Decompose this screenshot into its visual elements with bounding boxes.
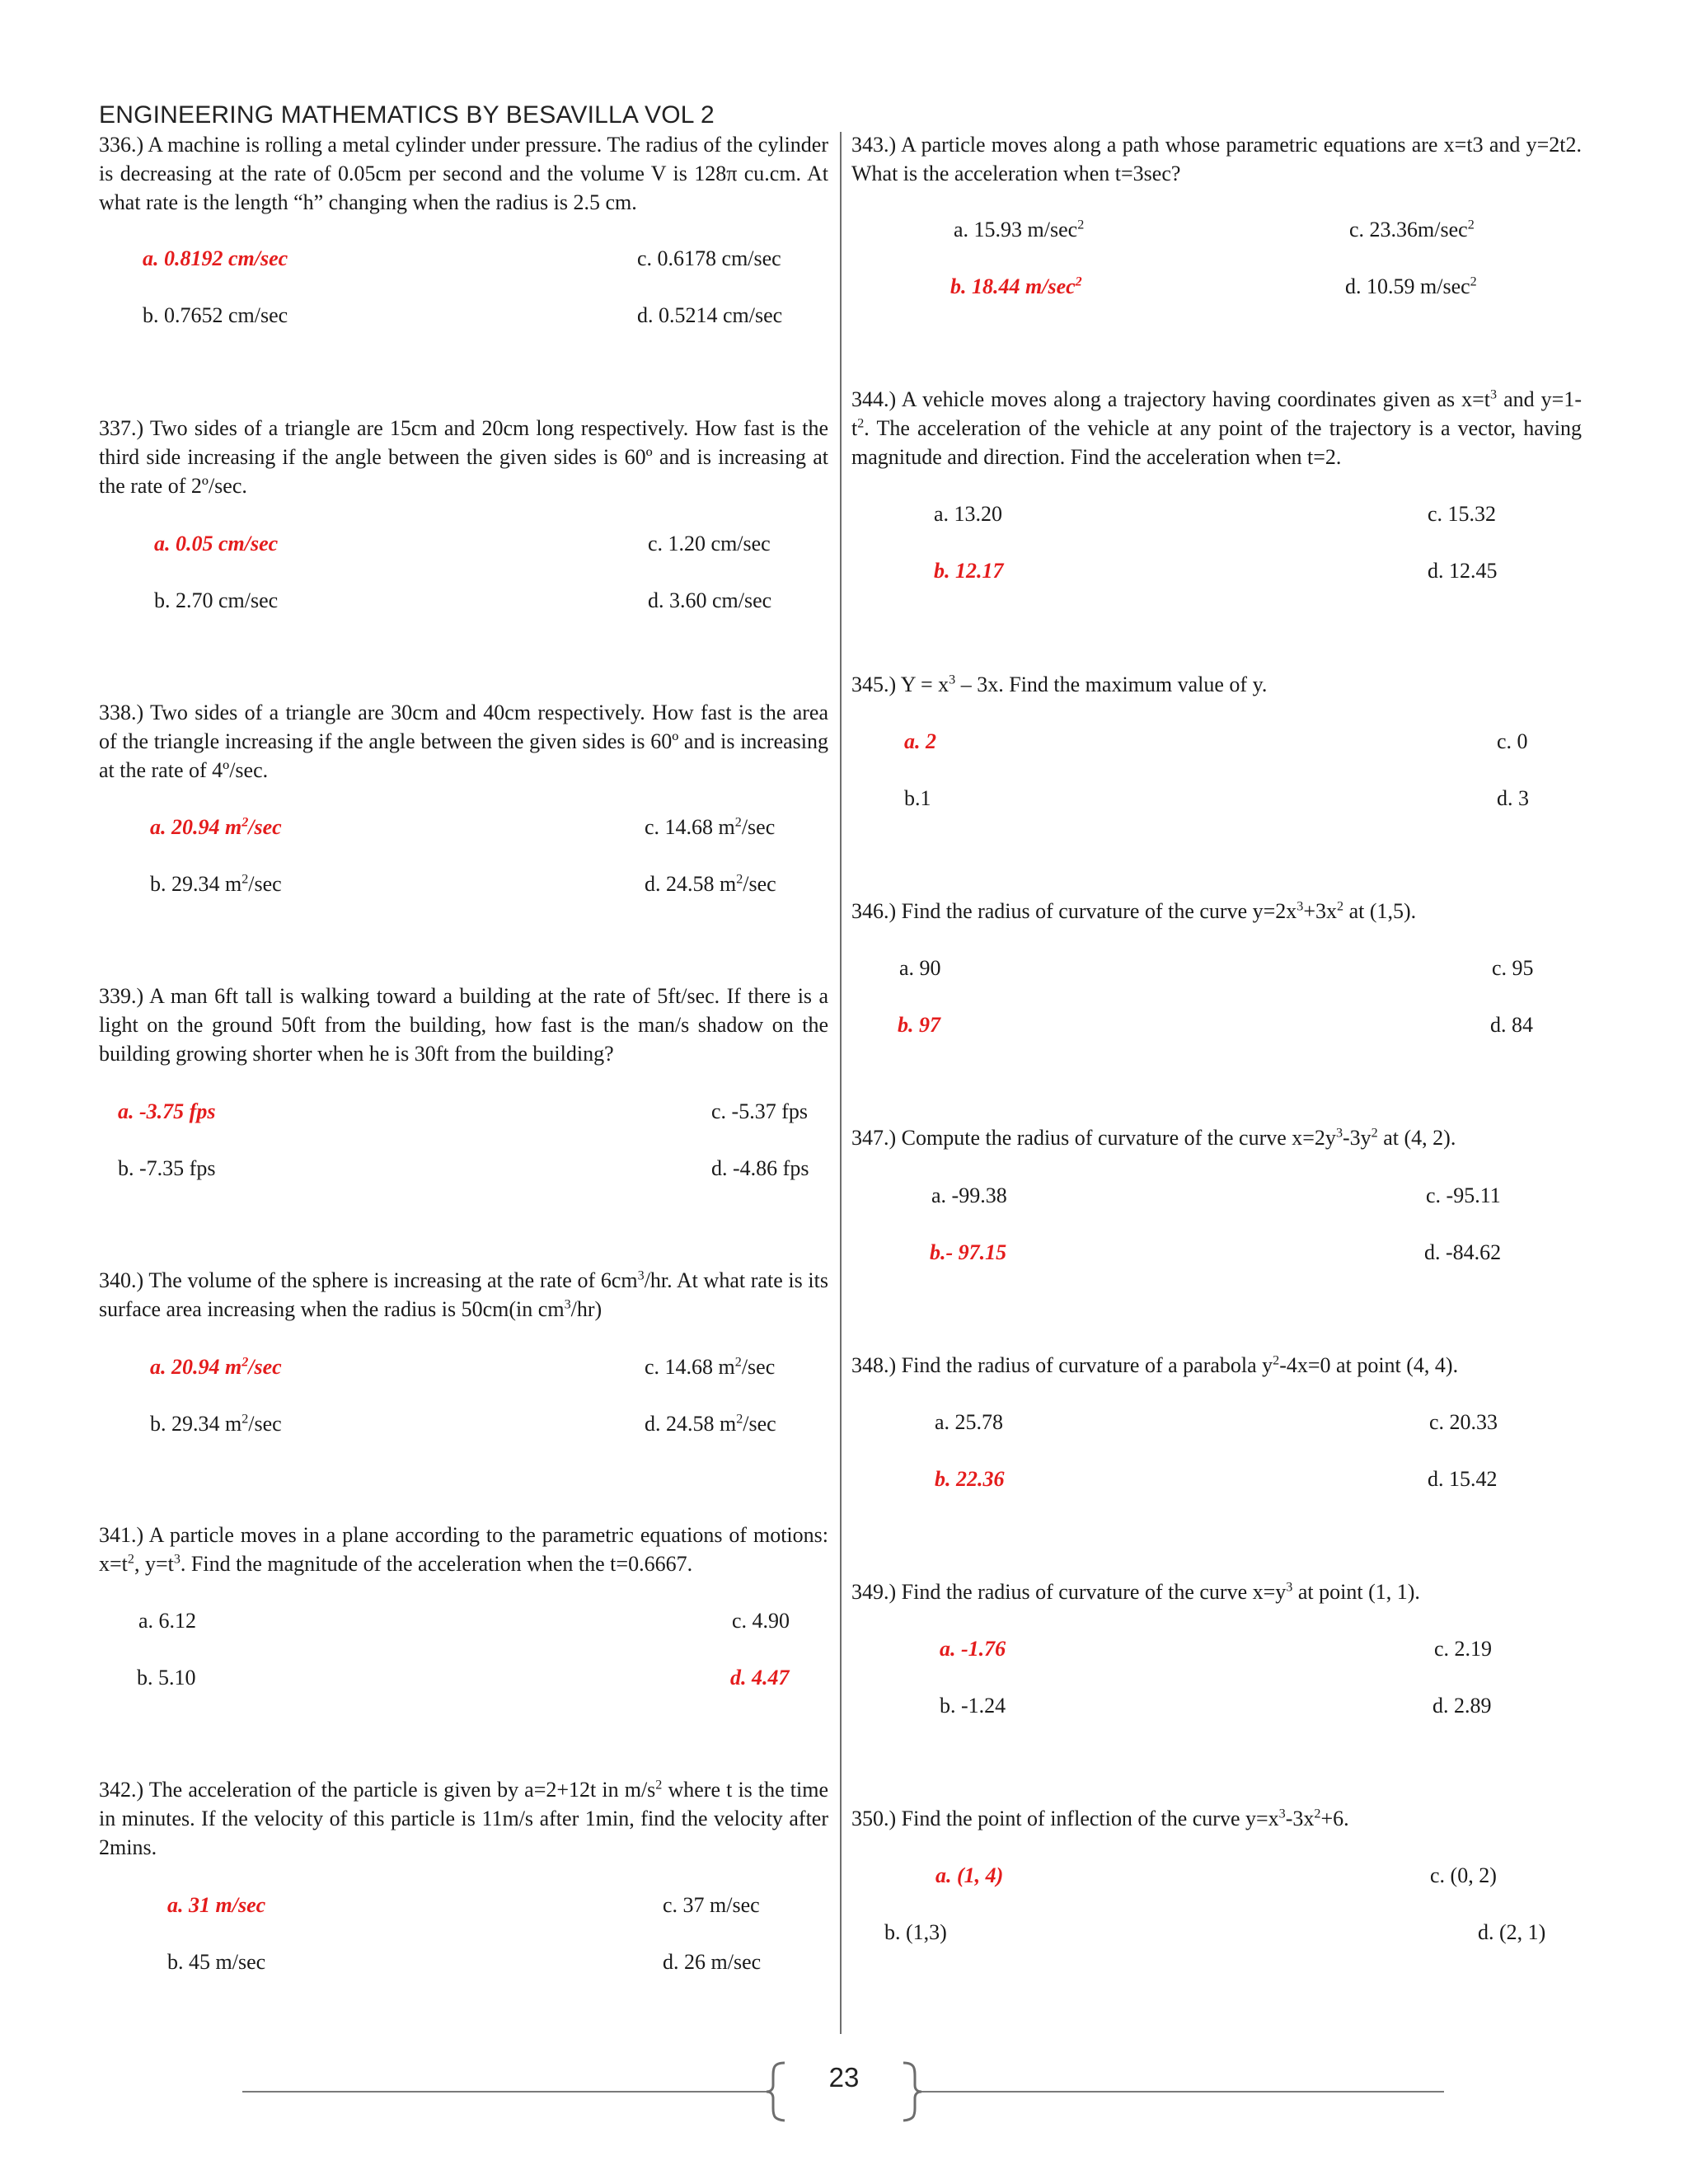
option-341-a: a. 6.12 bbox=[138, 1609, 197, 1633]
option-336-d: d. 0.5214 cm/sec bbox=[637, 303, 783, 327]
option-340-c: c. 14.68 $m^2/\sec$ bbox=[645, 1355, 776, 1379]
option-345-d: d. 3 bbox=[1497, 786, 1529, 810]
option-350-a: a. (1, 4) bbox=[935, 1863, 1004, 1887]
option-349-b: b. -1.24 bbox=[940, 1694, 1006, 1718]
question-339: 339.) A man 6ft tall is walking toward a building at the rate of 5ft/sec. If there is a light on the ground 50ft from the building, how fast is the man/s shadow on the building growing shorter when he is 30ft from the building? bbox=[99, 984, 828, 1066]
option-339-b: b. -7.35 fps bbox=[118, 1156, 216, 1180]
option-347-d: d. -84.62 bbox=[1424, 1240, 1502, 1264]
option-340-b: b. 29.34 $m^2/\sec$ bbox=[150, 1412, 282, 1436]
option-350-c: c. (0, 2) bbox=[1430, 1863, 1497, 1887]
option-341-d: d. 4.47 bbox=[730, 1666, 790, 1690]
option-341-b: b. 5.10 bbox=[137, 1666, 196, 1690]
option-343-c: c. $23.36m/\sec^2$ bbox=[1349, 218, 1475, 241]
question-340: 340.) The volume of the sphere is increasing at the rate of $6cm^3/hr$. At what rate is its surface area increasing when the radius is 50cm(in $cm^3/hr$) bbox=[99, 1268, 829, 1321]
option-339-c: c. -5.37 fps bbox=[711, 1099, 808, 1123]
option-344-a: a. 13.20 bbox=[934, 502, 1003, 526]
option-348-b: b. 22.36 bbox=[935, 1467, 1005, 1491]
option-344-d: d. 12.45 bbox=[1428, 559, 1498, 583]
question-341: 341.) A particle moves in a plane according to the parametric equations of motions: $x=t^2$, $y=t^3$. Find the magnitude of the acceleration when the t=0.6667. bbox=[99, 1523, 828, 1576]
option-336-c: c. 0.6178 cm/sec bbox=[637, 246, 781, 270]
option-344-c: c. 15.32 bbox=[1428, 502, 1497, 526]
option-343-d: d. 10.59 $m/\sec^2$ bbox=[1345, 274, 1477, 298]
option-337-a: a. 0.05 cm/sec bbox=[154, 532, 279, 555]
option-345-a: a. 2 bbox=[904, 729, 936, 753]
option-342-b: b. 45 m/sec bbox=[167, 1950, 266, 1974]
option-342-c: c. 37 m/sec bbox=[663, 1893, 760, 1917]
option-337-c: c. 1.20 cm/sec bbox=[648, 532, 771, 555]
question-350: 350.) Find the point of inflection of the curve $y=x^3-3x^2+6$. bbox=[851, 1807, 1349, 1830]
option-348-a: a. 25.78 bbox=[935, 1410, 1004, 1434]
option-347-b: b.- 97.15 bbox=[930, 1240, 1007, 1264]
page-header: ENGINEERING MATHEMATICS BY BESAVILLA VOL 2 bbox=[99, 101, 715, 129]
option-339-d: d. -4.86 fps bbox=[711, 1156, 809, 1180]
question-337: 337.) Two sides of a triangle are 15cm and 20cm long respectively. How fast is the third side increasing if the angle between the given sides is 60º and is increasing at the rate of 2º/sec. bbox=[99, 416, 828, 498]
option-338-d: d. 24.58 $m^2/\sec$ bbox=[645, 872, 776, 896]
option-341-c: c. 4.90 bbox=[732, 1609, 790, 1633]
question-343: 343.) A particle moves along a path whose parametric equations are x=t3 and y=2t2. What is the acceleration when t=3sec? bbox=[851, 133, 1582, 185]
column-divider bbox=[840, 132, 842, 2034]
option-340-d: d. 24.58 $m^2/\sec$ bbox=[645, 1412, 776, 1436]
question-345: 345.) $Y = x^3 - 3x$. Find the maximum value of y. bbox=[851, 673, 1268, 696]
option-350-d: d. (2, 1) bbox=[1478, 1920, 1546, 1944]
option-339-a: a. -3.75 fps bbox=[118, 1099, 216, 1123]
option-337-d: d. 3.60 cm/sec bbox=[648, 588, 772, 612]
footer-rule-right bbox=[917, 2091, 1444, 2093]
option-336-b: b. 0.7652 cm/sec bbox=[143, 303, 288, 327]
question-348: 348.) Find the radius of curvature of a parabola $y^2-4x=0$ at point (4, 4). bbox=[851, 1353, 1459, 1377]
option-342-a: a. 31 m/sec bbox=[167, 1893, 266, 1917]
option-346-a: a. 90 bbox=[899, 956, 941, 980]
question-346: 346.) Find the radius of curvature of the curve $y=2x^3+3x^2$ at (1,5). bbox=[851, 899, 1417, 923]
question-336: 336.) A machine is rolling a metal cylinder under pressure. The radius of the cylinder is decreasing at the rate of 0.05cm per second and the volume V is 128π cu.cm. At what rate is the length “h” changing when the radius is 2.5 cm. bbox=[99, 133, 828, 214]
option-346-d: d. 84 bbox=[1490, 1013, 1533, 1037]
question-347: 347.) Compute the radius of curvature of the curve $x=2y^3-3y^2$ at (4, 2). bbox=[851, 1126, 1456, 1150]
question-342: 342.) The acceleration of the particle is given by a=2+12t in $m/s^2$ where t is the time in minutes. If the velocity of this particle is 11m/s after 1min, find the velocity after 2mins. bbox=[99, 1778, 828, 1859]
option-348-d: d. 15.42 bbox=[1428, 1467, 1498, 1491]
option-338-a: a. 20.94 $m^2/\sec$ bbox=[150, 815, 282, 839]
question-338: 338.) Two sides of a triangle are 30cm and 40cm respectively. How fast is the area of the triangle increasing if the angle between the given sides is 60º and is increasing at the rate of 4º/sec. bbox=[99, 701, 828, 782]
option-345-b: b.1 bbox=[904, 786, 931, 810]
option-349-a: a. -1.76 bbox=[940, 1637, 1006, 1661]
option-342-d: d. 26 m/sec bbox=[663, 1950, 762, 1974]
option-346-b: b. 97 bbox=[898, 1013, 940, 1037]
option-340-a: a. 20.94 $m^2/\sec$ bbox=[150, 1355, 282, 1379]
option-349-d: d. 2.89 bbox=[1432, 1694, 1492, 1718]
option-343-b: b. 18.44 $m/\sec^2$ bbox=[950, 274, 1082, 298]
option-350-b: b. (1,3) bbox=[884, 1920, 947, 1944]
footer-rule-left bbox=[242, 2091, 770, 2093]
option-344-b: b. 12.17 bbox=[934, 559, 1004, 583]
option-346-c: c. 95 bbox=[1492, 956, 1534, 980]
question-349: 349.) Find the radius of curvature of the curve $x=y^3$ at point (1, 1). bbox=[851, 1580, 1420, 1604]
option-336-a: a. 0.8192 cm/sec bbox=[143, 246, 288, 270]
option-345-c: c. 0 bbox=[1497, 729, 1528, 753]
option-347-a: a. -99.38 bbox=[931, 1183, 1007, 1207]
option-348-c: c. 20.33 bbox=[1429, 1410, 1498, 1434]
option-337-b: b. 2.70 cm/sec bbox=[154, 588, 279, 612]
option-338-c: c. 14.68 $m^2/\sec$ bbox=[645, 815, 776, 839]
option-349-c: c. 2.19 bbox=[1434, 1637, 1493, 1661]
option-347-c: c. -95.11 bbox=[1426, 1183, 1501, 1207]
option-343-a: a. 15.93 $m/\sec^2$ bbox=[954, 218, 1085, 241]
question-344: 344.) A vehicle moves along a trajectory having coordinates given as $x=t^3$ and $y=1-t^2$. The acceleration of the vehicle at any point of the trajectory is a vector, having magnitude and direction. Find the acceleration when t=2. bbox=[851, 387, 1582, 469]
page-number: 23 bbox=[828, 2062, 860, 2093]
option-338-b: b. 29.34 $m^2/\sec$ bbox=[150, 872, 282, 896]
